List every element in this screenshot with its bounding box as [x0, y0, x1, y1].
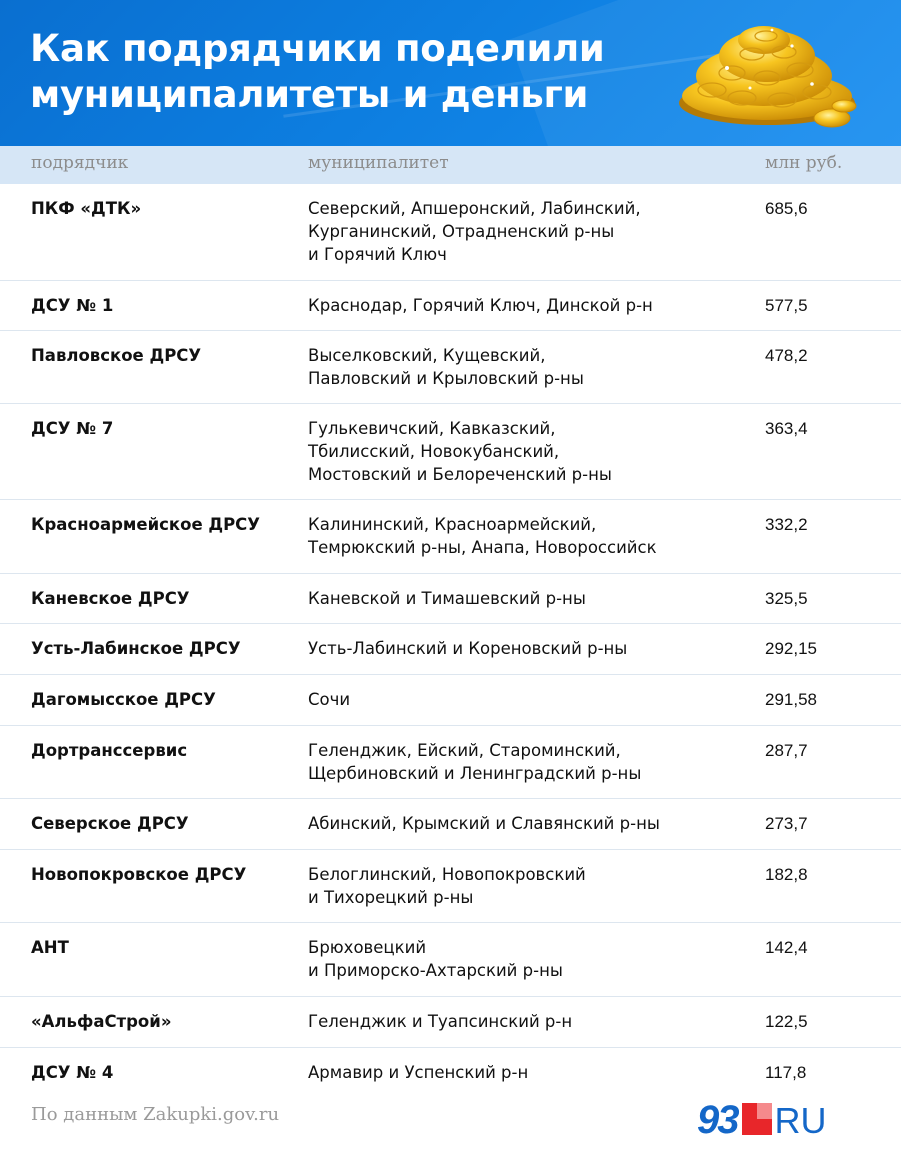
- amount-value: 292,15: [765, 639, 817, 658]
- column-header-contractor: подрядчик: [31, 153, 129, 173]
- site-logo: [697, 1100, 827, 1140]
- contracts-table: [0, 184, 901, 1098]
- table-row: [0, 997, 901, 1048]
- municipality-list: Абинский, Крымский и Славянский р-ны: [308, 814, 660, 833]
- municipality-list: Белоглинский, Новопокровский и Тихорецкий р-ны: [308, 865, 586, 907]
- logo-suffix: RU: [774, 1100, 827, 1141]
- amount-value: 142,4: [765, 938, 808, 957]
- municipality-list: Выселковский, Кущевский, Павловский и Крыловский р-ны: [308, 346, 584, 388]
- logo-number: 93: [697, 1098, 738, 1142]
- amount-value: 325,5: [765, 589, 808, 608]
- contractor-name: Красноармейское ДРСУ: [31, 515, 261, 534]
- amount-value: 478,2: [765, 346, 808, 365]
- contractor-name: ДСУ № 7: [31, 419, 114, 438]
- contractor-name: Дортранссервис: [31, 741, 188, 760]
- header-banner: [0, 0, 901, 146]
- amount-value: 117,8: [765, 1063, 807, 1082]
- amount-value: 287,7: [765, 741, 808, 760]
- municipality-list: Краснодар, Горячий Ключ, Динской р-н: [308, 296, 653, 315]
- amount-value: 291,58: [765, 690, 817, 709]
- table-row: [0, 726, 901, 799]
- municipality-list: Каневской и Тимашевский р-ны: [308, 589, 586, 608]
- logo-square-icon: [742, 1103, 772, 1135]
- municipality-list: Брюховецкий и Приморско-Ахтарский р-ны: [308, 938, 563, 980]
- table-row: [0, 624, 901, 675]
- source-note: По данным Zakupki.gov.ru: [31, 1104, 280, 1125]
- amount-value: 182,8: [765, 865, 808, 884]
- table-row: [0, 574, 901, 624]
- table-row: [0, 799, 901, 850]
- contractor-name: Северское ДРСУ: [31, 814, 189, 833]
- table-row: [0, 281, 901, 331]
- amount-value: 273,7: [765, 814, 808, 833]
- municipality-list: Армавир и Успенский р-н: [308, 1063, 529, 1082]
- table-row: [0, 331, 901, 404]
- amount-value: 122,5: [765, 1012, 808, 1031]
- municipality-list: Северский, Апшеронский, Лабинский, Курганинский, Отрадненский р-ны и Горячий Ключ: [308, 199, 641, 264]
- table-row: [0, 923, 901, 997]
- table-row: [0, 404, 901, 500]
- municipality-list: Калининский, Красноармейский, Темрюкский р-ны, Анапа, Новороссийск: [308, 515, 657, 557]
- amount-value: 363,4: [765, 419, 808, 438]
- contractor-name: ПКФ «ДТК»: [31, 199, 142, 218]
- coins-icon: [672, 18, 862, 133]
- municipality-list: Геленджик, Ейский, Староминский, Щербиновский и Ленинградский р-ны: [308, 741, 642, 783]
- column-header-municipality: муниципалитет: [308, 153, 449, 173]
- contractor-name: Новопокровское ДРСУ: [31, 865, 247, 884]
- contractor-name: Павловское ДРСУ: [31, 346, 202, 365]
- contractor-name: Каневское ДРСУ: [31, 589, 190, 608]
- table-header: [0, 146, 901, 184]
- table-row: [0, 675, 901, 726]
- contractor-name: ДСУ № 4: [31, 1063, 114, 1082]
- table-row: [0, 500, 901, 574]
- contractor-name: АНТ: [31, 938, 69, 957]
- municipality-list: Сочи: [308, 690, 351, 709]
- page-title: Как подрядчики поделили муниципалитеты и деньги: [30, 27, 605, 116]
- contractor-name: Дагомысское ДРСУ: [31, 690, 216, 709]
- amount-value: 332,2: [765, 515, 808, 534]
- amount-value: 685,6: [765, 199, 808, 218]
- municipality-list: Усть-Лабинский и Кореновский р-ны: [308, 639, 628, 658]
- table-row: [0, 850, 901, 923]
- table-row: [0, 184, 901, 281]
- column-header-amount: млн руб.: [765, 153, 843, 173]
- contractor-name: Усть-Лабинское ДРСУ: [31, 639, 241, 658]
- amount-value: 577,5: [765, 296, 808, 315]
- contractor-name: «АльфаСтрой»: [31, 1012, 172, 1031]
- table-row: [0, 1048, 901, 1098]
- municipality-list: Гулькевичский, Кавказский, Тбилисский, Новокубанский, Мостовский и Белореченский р-ны: [308, 419, 612, 484]
- contractor-name: ДСУ № 1: [31, 296, 114, 315]
- municipality-list: Геленджик и Туапсинский р-н: [308, 1012, 573, 1031]
